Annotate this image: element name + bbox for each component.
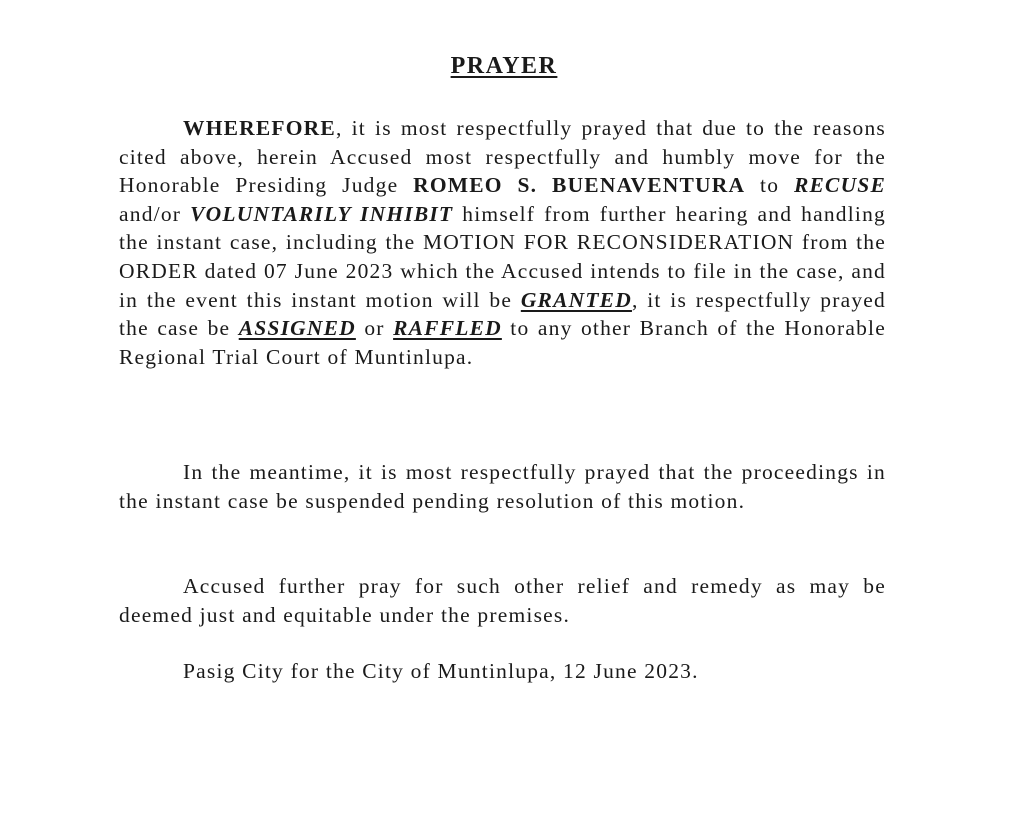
place-and-date: [119, 657, 886, 686]
place-date-text: Pasig City for the City of Muntinlupa, 12 June 2023.: [183, 659, 699, 683]
prayer-paragraph-meantime: [119, 458, 886, 515]
voluntarily-inhibit-keyword: VOLUNTARILY INHIBIT: [190, 201, 454, 226]
granted-keyword: GRANTED: [520, 287, 632, 312]
prayer-heading: PRAYER: [450, 53, 558, 79]
paragraph-text: or: [355, 316, 394, 341]
prayer-paragraph-main: [119, 114, 886, 371]
wherefore-keyword: WHEREFORE: [183, 116, 336, 140]
paragraph-text: himself from further hearing and handling the instant case, including the MOTION FOR RECONSIDERATION from the ORDER dated 07 June 2023 which the Accused intends to file in the case, and in the event this instant motion will be: [119, 201, 887, 312]
raffled-keyword: RAFFLED: [393, 316, 502, 341]
recuse-keyword: RECUSE: [793, 173, 886, 198]
assigned-keyword: ASSIGNED: [238, 316, 356, 341]
paragraph-text: Accused further pray for such other relief and remedy as may be deemed just and equitable under the premises.: [119, 574, 886, 627]
paragraph-text: to: [745, 173, 794, 198]
paragraph-text: , it is respectfully prayed the case be: [119, 287, 886, 341]
paragraph-text: , it is most respectfully prayed that due to the reasons cited above, herein Accused most respectfully and humbly move for the Honorable Presiding Judge: [119, 116, 886, 198]
paragraph-text: to any other Branch of the Honorable Regional Trial Court of Muntinlupa.: [119, 316, 886, 369]
paragraph-text: and/or: [119, 201, 191, 226]
judge-name: ROMEO S. BUENAVENTURA: [413, 173, 746, 198]
prayer-paragraph-relief: [119, 572, 886, 629]
paragraph-text: In the meantime, it is most respectfully prayed that the proceedings in the instant case be suspended pending resolution of this motion.: [119, 460, 886, 513]
